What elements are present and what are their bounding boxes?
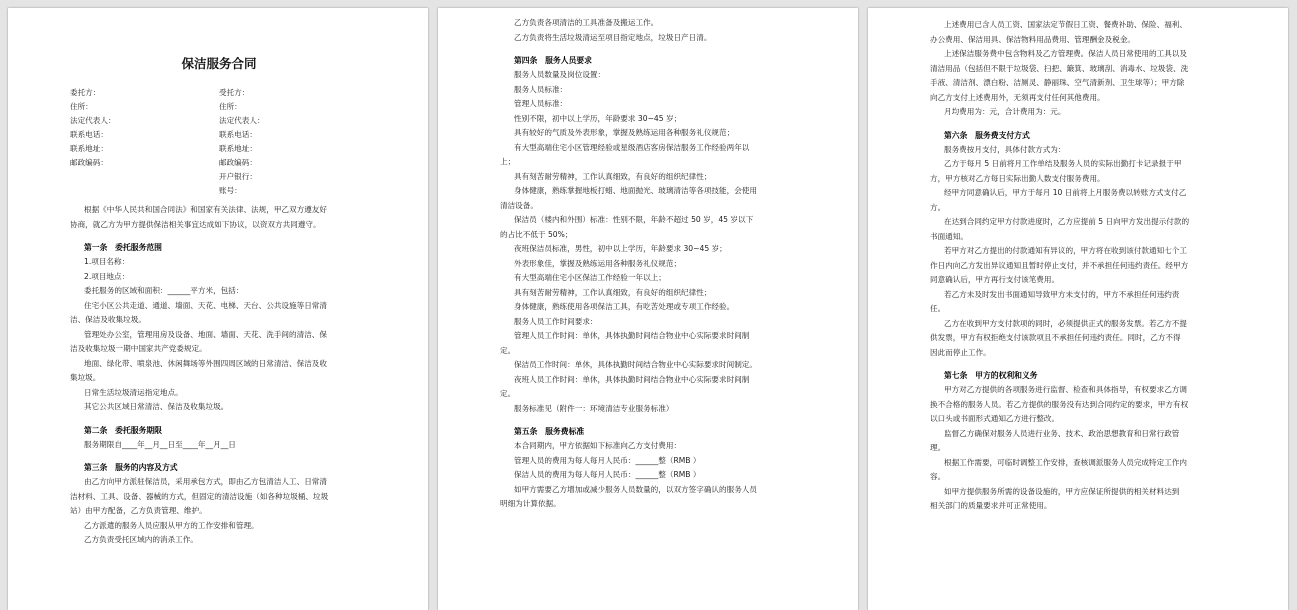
- body-text-line: 如甲方提供服务所需的设备设施的，甲方应保证所提供的相关材料达到: [944, 486, 1180, 496]
- document-page-2: [438, 8, 858, 610]
- body-text-line: 2.项目地点：: [84, 271, 130, 281]
- document-page-1: [8, 8, 428, 610]
- body-text-line: 若甲方对乙方提出的付款通知有异议的，甲方将在收到该付款通知七个工: [944, 246, 1187, 255]
- body-text-line: 夜班保洁员标准，男性，初中以上学历，年龄要求 30~45 岁；: [514, 244, 727, 253]
- body-text-line: 服务人员标准：: [514, 84, 568, 94]
- party-b-field: 法定代表人：: [219, 116, 265, 125]
- party-b-field: 联系电话：: [219, 130, 257, 139]
- body-text-line: 清洁用品（包括但不限于垃圾袋、扫把、簸箕、玻璃刮、消毒水、垃圾袋、洗: [930, 63, 1189, 73]
- party-b-field: 住所：: [219, 102, 242, 111]
- party-a-field: 住所：: [70, 102, 93, 111]
- body-text-line: 地面、绿化带、喷泉池、休闲舞场等外围四周区域的日常清洁、保洁及收: [84, 358, 327, 368]
- body-text-line: 乙方于每月 5 日前将月工作单结及服务人员的实际出勤打卡记录报于甲: [944, 159, 1182, 168]
- body-text-line: 向乙方支付上述费用外，无须再支付任何其他费用。: [930, 92, 1105, 102]
- body-text-line: 管理人员的费用为每人每月人民币：______整（RMB ）: [514, 455, 701, 465]
- body-text-line: 日常生活垃圾清运指定地点。: [84, 387, 183, 397]
- body-text-line: 服务期限自____年__月__日至____年__月__日: [84, 439, 236, 449]
- paragraph-spacer: [500, 416, 798, 421]
- body-text-line: 清洁设备。: [500, 200, 538, 210]
- body-text-line: 服务人员工作时间要求：: [514, 316, 598, 326]
- body-text-line: 管理人员工作时间：单休，具体执勤时间结合物业中心实际要求时间制: [514, 331, 750, 340]
- body-text-line: 月均费用为：元，合计费用为：元。: [944, 107, 1066, 116]
- party-b-column: [219, 86, 368, 198]
- party-b-field: 开户银行：: [219, 172, 257, 181]
- party-a-field: 联系地址：: [70, 144, 108, 153]
- body-text-line: 性别不限，初中以上学历，年龄要求 30~45 岁；: [514, 113, 682, 123]
- body-text-line: 本合同期内，甲方依据如下标准向乙方支付费用：: [514, 441, 682, 450]
- article-heading: 第七条 甲方的权利和义务: [944, 371, 1038, 380]
- body-text-line: 理。: [930, 443, 946, 452]
- body-text-line: 洁材料、工具、设备、器械的方式，但固定的清洁设施（如各种垃圾桶、垃圾: [70, 491, 329, 501]
- body-text-line: 洁及收集垃圾一期中国家共产党委规定。: [70, 344, 207, 353]
- body-text-line: 乙方在收到甲方支付款项的同时，必须提供正式的服务发票。若乙方不提: [944, 318, 1187, 328]
- party-b-field: 邮政编码：: [219, 158, 257, 167]
- body-text-line: 管理人员标准：: [514, 99, 568, 108]
- article-heading: 第六条 服务费支付方式: [944, 130, 1030, 140]
- body-text-line: 根据《中华人民共和国合同法》和国家有关法律、法规，甲乙双方遵友好: [84, 205, 327, 214]
- body-text-line: 有大型高端住宅小区管理经验或星级酒店客房保洁服务工作经验两年以: [514, 142, 750, 152]
- party-a-field: 邮政编码：: [70, 158, 108, 167]
- paragraph-spacer: [500, 45, 798, 50]
- body-text-line: 由乙方向甲方派驻保洁员，采用承包方式，即由乙方包清洁人工、日常清: [84, 477, 327, 486]
- body-text-line: 有大型高端住宅小区保洁工作经验一年以上；: [514, 273, 666, 282]
- party-b-field: 受托方：: [219, 88, 250, 97]
- page-2-body: [500, 16, 798, 512]
- body-text-line: 集垃圾。: [70, 373, 101, 382]
- body-text-line: 方，甲方核对乙方每日实际出勤人数支付服务费用。: [930, 173, 1105, 183]
- document-title: 保洁服务合同: [181, 56, 257, 71]
- body-text-line: 具有刻苦耐劳精神，工作认真细致，有良好的组织纪律性；: [514, 287, 712, 297]
- body-text-line: 身体健康，熟练掌握地板打蜡、地面抛光、玻璃清洁等各项技能，会使用: [514, 186, 757, 195]
- body-text-line: 方。: [930, 202, 946, 212]
- body-text-line: 协商，就乙方为甲方提供保洁相关事宜达成如下协议，以资双方共同遵守。: [70, 219, 321, 229]
- party-b-field: 账号：: [219, 186, 242, 195]
- body-text-line: 服务人员数量及岗位设置：: [514, 70, 606, 79]
- body-text-line: 住宅小区公共走道、通道、墙面、天花、电梯、天台、公共设施等日常清: [84, 300, 327, 310]
- body-text-line: 上述费用已含人员工资、国家法定节假日工资、餐费补助、保险、福利、: [944, 20, 1187, 29]
- body-text-line: 根据工作需要，可临时调整工作安排，查核调派服务人员完成特定工作内: [944, 457, 1187, 467]
- body-text-line: 洁、保洁及收集垃圾。: [70, 315, 146, 324]
- body-text-line: 任。: [930, 304, 946, 313]
- body-text-line: 容。: [930, 472, 946, 481]
- body-text-line: 供发票，甲方有权拒绝支付该款项且不承担任何违约责任。同时，乙方不得: [930, 333, 1181, 342]
- body-text-line: 其它公共区域日常清洁、保洁及收集垃圾。: [84, 402, 229, 411]
- page-1-body: [70, 198, 368, 548]
- body-text-line: 站）由甲方配备，乙方负责管理、维护。: [70, 506, 207, 515]
- paragraph-spacer: [70, 452, 368, 457]
- body-text-line: 甲方对乙方提供的各项服务进行监督、检查和具体指导，有权要求乙方调: [944, 385, 1187, 394]
- body-text-line: 委托服务的区域和面积：______平方米，包括：: [84, 286, 244, 295]
- body-text-line: 监督乙方确保对服务人员进行业务、技术、政治思想教育和日常行政管: [944, 428, 1180, 438]
- body-text-line: 保洁人员的费用为每人每月人民币：______整（RMB ）: [514, 470, 701, 479]
- article-heading: 第三条 服务的内容及方式: [84, 463, 178, 472]
- body-text-line: 同意确认后，甲方再行支付该笔费用。: [930, 275, 1060, 284]
- document-page-3: [868, 8, 1288, 610]
- party-a-field: 委托方：: [70, 88, 101, 97]
- body-text-line: 身体健康，熟练使用各项保洁工具，有吃苦处理或专项工作经验。: [514, 302, 735, 311]
- body-text-line: 办公费用、保洁用具、保洁物料用品费用、管理酬金及税金。: [930, 34, 1136, 44]
- body-text-line: 夜班人员工作时间：单休，具体执勤时间结合物业中心实际要求时间制: [514, 374, 750, 384]
- body-text-line: 上；: [500, 157, 516, 166]
- page-3-body: [930, 18, 1228, 514]
- article-heading: 第五条 服务费标准: [514, 427, 585, 436]
- body-text-line: 相关部门的质量要求并可正常使用。: [930, 501, 1052, 510]
- body-text-line: 管理处办公室，管理用房及设备、地面、墙面、天花、洗手间的清洁、保: [84, 329, 327, 339]
- body-text-line: 手液、清洁剂、漂白粉、洁厕灵、静丽珠、空气清新剂、卫生球等）；甲方除: [930, 78, 1185, 87]
- party-a-field: 法定代表人：: [70, 116, 116, 125]
- article-heading: 第四条 服务人员要求: [514, 56, 592, 65]
- body-text-line: 若乙方未及时发出书面通知导致甲方未支付的，甲方不承担任何违约责: [944, 289, 1180, 299]
- article-heading: 第一条 委托服务范围: [84, 243, 162, 252]
- body-text-line: 书面通知。: [930, 231, 968, 241]
- body-text-line: 经甲方同意确认后，甲方于每月 10 日前将上月服务费以转账方式支付乙: [944, 188, 1187, 197]
- body-text-line: 如甲方需要乙方增加或减少服务人员数量的，以双方签字确认的服务人员: [514, 484, 757, 494]
- paragraph-spacer: [70, 232, 368, 237]
- body-text-line: 定。: [500, 389, 516, 398]
- body-text-line: 定。: [500, 345, 516, 355]
- body-text-line: 在达到合同约定甲方付款进度时，乙方应提前 5 日向甲方发出提示付款的: [944, 217, 1190, 226]
- body-text-line: 因此而停止工作。: [930, 347, 991, 357]
- paragraph-spacer: [930, 360, 1228, 365]
- body-text-line: 具有较好的气质及外表形象，掌握及熟练运用各种服务礼仪规范；: [514, 128, 735, 137]
- party-b-field: 联系地址：: [219, 144, 257, 153]
- party-a-column: [70, 86, 219, 198]
- body-text-line: 以口头或书面形式通知乙方进行整改。: [930, 414, 1060, 423]
- body-text-line: 上述保洁服务费中包含物料及乙方管理费。保洁人员日常使用的工具以及: [944, 49, 1187, 58]
- body-text-line: 乙方负责各项清洁的工具准备及搬运工作。: [514, 18, 659, 27]
- body-text-line: 乙方负责将生活垃圾清运至项目指定地点，垃圾日产日清。: [514, 32, 712, 42]
- body-text-line: 服务费按月支付，具体付款方式为：: [944, 144, 1066, 154]
- body-text-line: 保洁员工作时间：单休，具体执勤时间结合物业中心实际要求时间制定。: [514, 360, 757, 369]
- body-text-line: 的占比不低于 50%；: [500, 229, 573, 239]
- article-heading: 第二条 委托服务期限: [84, 425, 162, 435]
- body-text-line: 1.项目名称：: [84, 257, 130, 266]
- body-text-line: 服务标准见（附件一：环境清洁专业服务标准）: [514, 403, 674, 413]
- paragraph-spacer: [70, 415, 368, 420]
- body-text-line: 明细为计算依据。: [500, 499, 561, 508]
- body-text-line: 保洁员（楼内和外围）标准：性别不限，年龄不超过 50 岁，45 岁以下: [514, 215, 754, 224]
- body-text-line: 换不合格的服务人员。若乙方提供的服务没有达到合同约定的要求，甲方有权: [930, 399, 1189, 409]
- body-text-line: 乙方负责受托区域内的消杀工作。: [84, 535, 198, 544]
- paragraph-spacer: [930, 120, 1228, 125]
- body-text-line: 乙方派遣的服务人员应服从甲方的工作安排和管理。: [84, 520, 259, 530]
- body-text-line: 具有刻苦耐劳精神，工作认真细致，有良好的组织纪律性；: [514, 171, 712, 181]
- party-info: [70, 86, 368, 198]
- party-a-field: 联系电话：: [70, 130, 108, 139]
- body-text-line: 作日内向乙方发出异议通知且暂时停止支付，并不承担任何违约责任。经甲方: [930, 260, 1189, 270]
- body-text-line: 外表形象佳，掌握及熟练运用各种服务礼仪规范；: [514, 258, 682, 268]
